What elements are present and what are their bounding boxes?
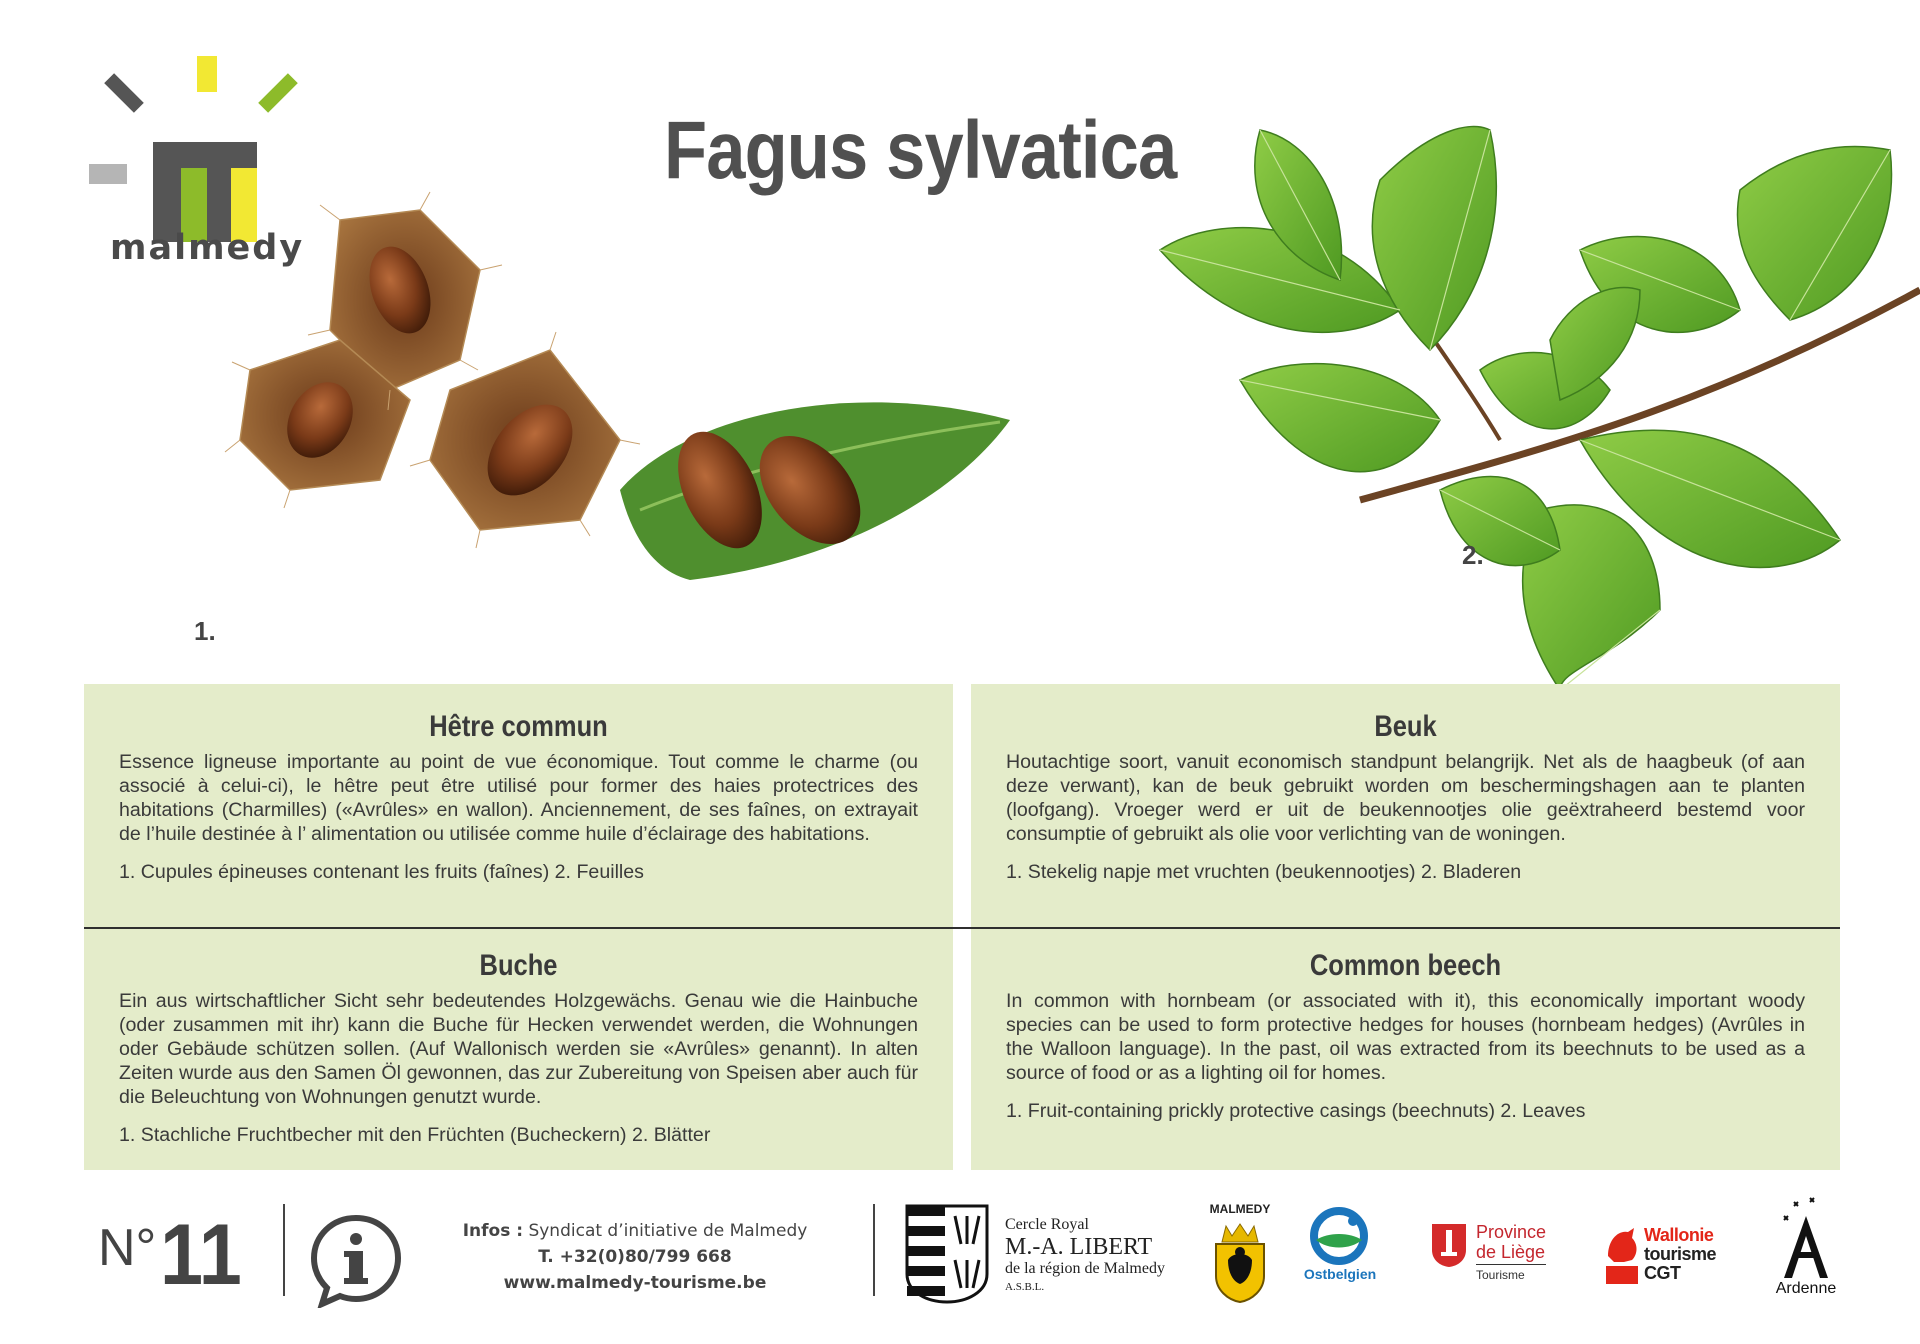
sign-number-prefix: N° [98, 1219, 157, 1277]
panel-german-heading: Buche [479, 949, 558, 982]
figure-2-label: 2. [1462, 540, 1484, 570]
liege-line1: Province [1476, 1222, 1547, 1242]
sign-number: 11 [160, 1207, 242, 1303]
panel-french-body: Essence ligneuse importante au point de vue économique. Tout comme le charme (ou associé à celui-ci), le hêtre peut être utilisé pour former des haies protectrices des habitations (Charmilles) («Avrûles» en wallon). Anciennement, de ses faînes, on extrayait de l’huile destinée à l’ alimentation ou utilisée comme huile d’éclairage des habitations. [119, 751, 918, 845]
panel-english-caption: 1. Fruit-containing prickly protective casings (beechnuts) 2. Leaves [1006, 1100, 1586, 1122]
panel-dutch-heading: Beuk [1374, 710, 1437, 743]
wallonie-line2: tourisme [1644, 1244, 1717, 1264]
panel-french-caption: 1. Cupules épineuses contenant les fruits (faînes) 2. Feuilles [119, 861, 644, 883]
contact-info [440, 1218, 830, 1296]
ardenne-label: Ardenne [1775, 1280, 1837, 1297]
panel-english [971, 929, 1840, 1170]
logo-wordmark: malmedy [110, 228, 305, 268]
malmedy-crest-label: MALMEDY [1209, 1202, 1271, 1216]
panel-english-body: In common with hornbeam (or associated with it), this economically important woody species can be used to form protective hedges for houses (hornbeam hedges) (Avrûles in the Walloon language). In the past, oil was extracted from its beechnuts to be used as a source of food or as a lighting oil for homes. [1006, 990, 1805, 1084]
ostbelgien-icon [1304, 1206, 1374, 1268]
liege-line2: de Liège [1476, 1242, 1546, 1265]
liege-logo-text [1476, 1222, 1546, 1285]
wallonie-logo-text [1644, 1226, 1716, 1283]
libert-logo-text [1005, 1216, 1165, 1296]
libert-line4: A.S.B.L. [1005, 1281, 1045, 1293]
page-title: Fagus sylvatica [664, 105, 1177, 196]
libert-line2: M.-A. LIBERT [1005, 1234, 1153, 1260]
ostbelgien-label: Ostbelgien [1303, 1266, 1377, 1282]
footer-divider-2 [873, 1204, 875, 1296]
panel-german-body: Ein aus wirtschaftlicher Sicht sehr bedeutendes Holzgewächs. Genau wie die Hainbuche (oder zusammen mit ihr) kann die Buche für Hecken verwendet werden, die Wohnungen oder Gebäude schützen sollen. (Auf Wallonisch werden sie «Avrûles» genannt). In alten Zeiten wurde aus den Samen Öl gewonnen, das zur Zubereitung von Speisen aber auch für die Beleuchtung von Wohnungen genutzt wurde. [119, 990, 918, 1108]
info-org: Syndicat d’initiative de Malmedy [528, 1221, 808, 1241]
panel-english-heading: Common beech [1309, 949, 1502, 982]
footer-divider [283, 1204, 285, 1296]
panel-german-caption: 1. Stachliche Fruchtbecher mit den Früchten (Bucheckern) 2. Blätter [119, 1124, 711, 1146]
info-speech-icon [308, 1212, 404, 1308]
panel-dutch-caption: 1. Stekelig napje met vruchten (beukennootjes) 2. Bladeren [1006, 861, 1522, 883]
libert-line1: Cercle Royal [1005, 1216, 1089, 1233]
panel-dutch-body: Houtachtige soort, vanuit economisch standpunt belangrijk. Net als de haagbeuk (of aan deze verwant), kan de beuk gebruikt worden om beschermingshagen aan te planten (loofgang). Vroeger werd er uit de beukennootjes olie geëxtraheerd bestemd voor consumptie of gebruikt als olie voor verlichting van de woningen. [1006, 751, 1805, 845]
wallonie-line1: Wallonie [1644, 1225, 1714, 1245]
malmedy-crest-icon [1208, 1222, 1272, 1304]
liege-perron-icon [1430, 1222, 1468, 1268]
wallonie-rooster-icon [1604, 1226, 1640, 1286]
panel-french [84, 684, 953, 927]
beech-cupules-photo [220, 190, 1020, 630]
beech-leaves-photo [1140, 110, 1920, 710]
website-link[interactable]: www.malmedy-tourisme.be [503, 1273, 767, 1293]
panel-dutch [971, 684, 1840, 927]
panel-french-heading: Hêtre commun [429, 710, 608, 743]
libert-line3: de la région de Malmedy [1005, 1260, 1165, 1277]
info-label: Infos : [462, 1221, 524, 1241]
figure-1-label: 1. [194, 616, 216, 646]
liege-line3: Tourisme [1476, 1268, 1525, 1282]
panel-german [84, 929, 953, 1170]
phone-number: T. +32(0)80/799 668 [538, 1247, 732, 1267]
libert-crest-icon [905, 1204, 989, 1304]
ardenne-icon [1774, 1196, 1838, 1282]
wallonie-line3: CGT [1644, 1263, 1681, 1283]
